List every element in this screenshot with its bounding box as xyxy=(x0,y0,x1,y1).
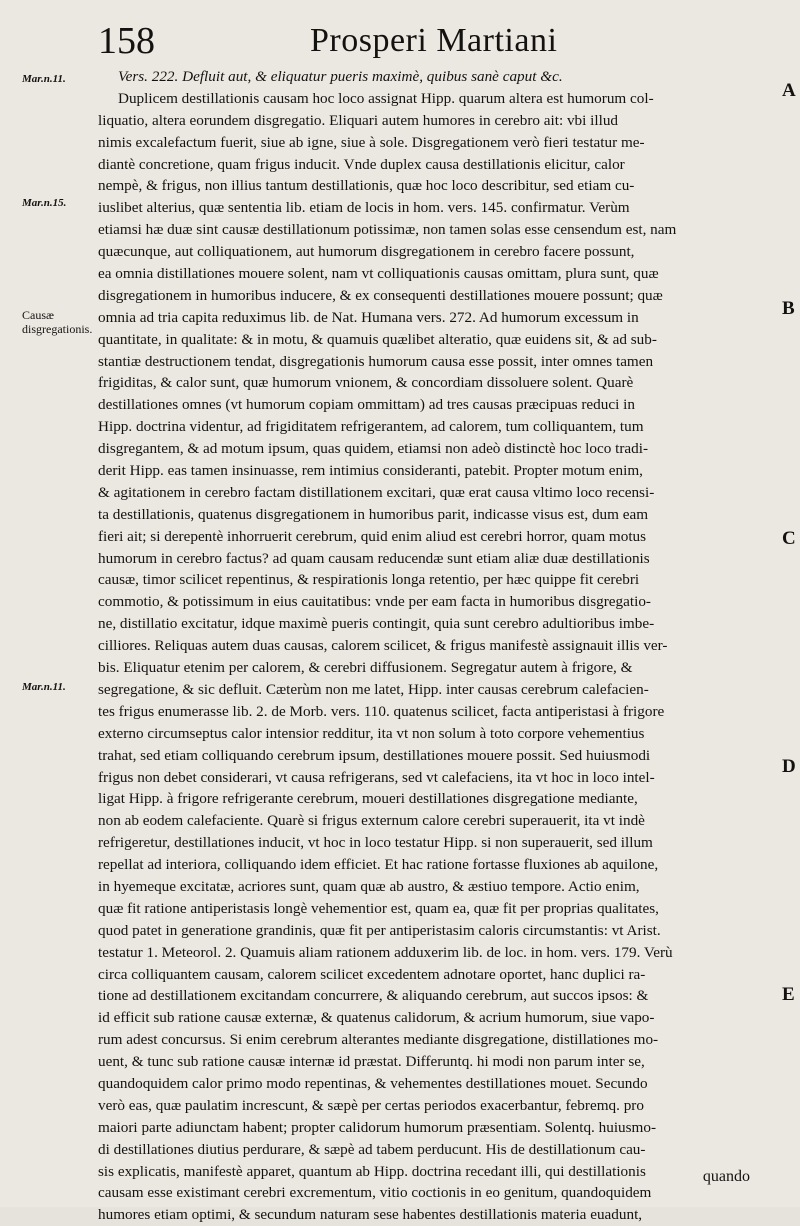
verse-heading: Vers. 222. Defluit aut, & eliquatur pueris maximè, quibus sanè caput &c. xyxy=(118,68,563,85)
section-letter: E xyxy=(782,984,795,1005)
text-line: destillationes omnes (vt humorum copiam ommittam) ad tres causas præcipuas reduci in xyxy=(98,396,635,414)
margin-note: Causæ disgregationis. xyxy=(22,308,93,336)
catchword: quando xyxy=(702,1168,750,1185)
text-line: Hipp. doctrina videntur, ad frigiditatem refrigerantem, ad calorem, tum colliquantem, tum xyxy=(98,418,644,436)
text-line: frigus non debet considerari, vt causa refrigerans, sed vt calefaciens, ita vt hoc in loco intel- xyxy=(98,768,655,786)
page-header xyxy=(0,18,800,64)
section-letter: B xyxy=(782,298,795,319)
text-line: sis explicatis, manifestè apparet, quantum ab Hipp. doctrina recedant illi, qui destillationis xyxy=(98,1162,646,1180)
body-text xyxy=(98,66,774,1226)
text-line: disgregationem in humoribus inducere, & ex consequenti destillationes mouere possunt; quæ xyxy=(98,286,663,304)
text-line: stantiæ destructionem tendat, disgregationis humorum causa esse possit, inter omnes tamen xyxy=(98,352,654,370)
text-line: Duplicem destillationis causam hoc loco assignat Hipp. quarum altera est humorum col- xyxy=(118,89,654,107)
text-line: testatur 1. Meteorol. 2. Quamuis aliam rationem adduxerim lib. de loc. in hom. vers. 179. Verù xyxy=(98,943,673,961)
text-line: fieri ait; si derepentè inhorruerit cerebrum, quid enim aliud est cerebri horror, quam motus xyxy=(98,527,647,545)
text-line: trahat, sed etiam colliquando cerebrum ipsum, destillationes mouere possit. Sed huiusmodi xyxy=(98,746,651,764)
running-title: Prosperi Martiani xyxy=(310,22,558,59)
text-line: segregatione, & sic defluit. Cæterùm non me latet, Hipp. inter causas cerebrum calefacien- xyxy=(98,680,649,698)
text-line: quæcunque, aut colliquationem, aut humorum disgregationem in cerebro facere possunt, xyxy=(98,243,635,261)
page-number: 158 xyxy=(98,20,155,62)
text-line: quod patet in generatione grandinis, quæ fit per antiperistasim caloris circumstantis: vt Arist. xyxy=(98,921,661,939)
text-line: disgregantem, & ad motum ipsum, quas quidem, etiamsi non adeò distinctè hoc loco tradi- xyxy=(98,440,649,458)
text-line: nimis excalefactum fuerit, siue ab igne, siue à sole. Disgregationem verò fieri testatur me- xyxy=(98,133,645,151)
text-line: uent, & tunc sub ratione causæ internæ id præstat. Differuntq. hi modi non parum inter se, xyxy=(98,1053,645,1071)
text-line: rum adest concursus. Si enim cerebrum alterantes mediante disgregatione, distillationes mo- xyxy=(98,1031,659,1049)
text-line: id efficit sub ratione causæ externæ, & quatenus calidorum, & acrium humorum, siue vapo- xyxy=(98,1009,655,1027)
text-line: repellat ad interiora, colliquando idem efficiet. Et hac ratione fortasse fluxiones ab aquilone, xyxy=(98,856,659,874)
text-line: etiamsi hæ duæ sint causæ destillationum potissimæ, non tamen solas esse censendum est, nam xyxy=(98,221,677,239)
text-line: quandoquidem calor primo modo repentinas, & vehementes destillationes mouet. Secundo xyxy=(98,1074,648,1092)
text-line: di destillationes diutius perdurare, & sæpè ad tabem perducunt. His de destillationum cau- xyxy=(98,1140,646,1158)
text-line: humores etiam optimi, & secundum naturam sese habentes destillationis materia euadunt, xyxy=(98,1206,643,1224)
text-line: verò eas, quæ paulatim increscunt, & sæpè per certas periodos exacerbantur, febremq. pro xyxy=(98,1096,644,1114)
text-line: & agitationem in cerebro factam distillationem excitari, quæ erat causa vltimo loco recensi- xyxy=(98,483,655,501)
text-line: iuslibet alterius, quæ sententia lib. etiam de locis in hom. vers. 145. confirmatur. Verùm xyxy=(98,199,630,217)
text-line: quæ fit ratione antiperistasis longè vehementior est, quam ea, quæ fit per proprias qualitates, xyxy=(98,899,659,917)
section-letter: C xyxy=(782,528,796,549)
text-line: tione ad destillationem excitandam concurrere, & aliquando cerebrum, aut succos ipsos: & xyxy=(98,987,649,1005)
text-line: diantè concretione, quam frigus inducit. Vnde duplex causa destillationis elicitur, calor xyxy=(98,155,625,173)
text-line: bis. Eliquatur etenim per calorem, & cerebri diffusionem. Segregatur autem à frigore, & xyxy=(98,659,633,677)
text-line: ligat Hipp. à frigore refrigerante cerebrum, moueri destillationes disgregatione mediante, xyxy=(98,790,638,808)
text-line: tes frigus enumerasse lib. 2. de Morb. vers. 110. quatenus scilicet, facta antiperistasi à frigore xyxy=(98,702,665,720)
section-letter: A xyxy=(782,80,796,101)
text-line: refrigeretur, destillationes inducit, vt hoc in loco testatur Hipp. si non superauerit, sed illum xyxy=(98,834,653,852)
text-line: maiori parte adiunctam habent; propter calidorum humorum præsentiam. Solentq. huiusmo- xyxy=(98,1118,657,1136)
text-line: ne, distillatio excitatur, idque maximè pueris contingit, quia sunt cerebro adultioribus imbe- xyxy=(98,615,655,633)
text-line: humorum in cerebro factus? ad quam causam reducendæ sunt etiam aliæ duæ destillationis xyxy=(98,549,650,567)
text-line: externo circumseptus calor intensior redditur, ita vt non solum à toto corpore vehementius xyxy=(98,724,645,742)
margin-note: Mar.n.11. xyxy=(22,681,66,693)
text-line: nempè, & frigus, non illius tantum destillationis, quæ hoc loco describitur, sed etiam cu- xyxy=(98,177,635,195)
text-line: causam esse existimant cerebri excrementum, vitio coctionis in eo genitum, quandoquidem xyxy=(98,1184,652,1202)
text-line: liquatio, altera eorundem disgregatio. Eliquari autem humores in cerebro ait: vbi illud xyxy=(98,111,619,129)
text-line: ea omnia distillationes mouere solent, nam vt colliquationis causas omittam, plura sunt, quæ xyxy=(98,265,659,283)
text-line: omnia ad tria capita reduximus lib. de Nat. Humana vers. 272. Ad humorum excessum in xyxy=(98,308,639,326)
text-line: frigiditas, & calor sunt, quæ humorum vnionem, & concordiam dissoluere solent. Quarè xyxy=(98,374,634,392)
text-line: cilliores. Reliquas autem duas causas, calorem scilicet, & frigus manifestè assignauit illis ver- xyxy=(98,637,668,655)
text-line: quantitate, in qualitate: & in motu, & quamuis quælibet alteratio, quæ euidens sit, & ad sub- xyxy=(98,330,657,348)
text-line: circa colliquantem causam, calorem scilicet excedentem adnotare oportet, hanc duplici ra- xyxy=(98,965,646,983)
text-line: non ab eodem calefaciente. Quarè si frigus externum calore cerebri superauerit, ita vt indè xyxy=(98,812,645,830)
text-line: ta destillationis, quatenus disgregationem in humoribus parit, indicasse visus est, dum eam xyxy=(98,505,649,523)
margin-note: Mar.n.11. xyxy=(22,73,66,85)
margin-note: Mar.n.15. xyxy=(22,197,67,209)
section-letter: D xyxy=(782,756,796,777)
edge-letters xyxy=(782,0,800,1207)
text-line: causæ, timor scilicet repentinus, & respirationis longa retentio, per hæc quippe fit cerebri xyxy=(98,571,640,589)
text-line: in hyemeque excitatæ, acriores sunt, quam quæ ab austro, & æstiuo tempore. Actio enim, xyxy=(98,877,640,895)
text-line: derit Hipp. eas tamen insinuasse, rem intimius consideranti, patebit. Propter motum enim, xyxy=(98,462,643,480)
margin-notes xyxy=(0,0,98,1207)
text-line: commotio, & potissimum in eius cauitatibus: vnde per eam facta in humoribus disgregatio- xyxy=(98,593,651,611)
